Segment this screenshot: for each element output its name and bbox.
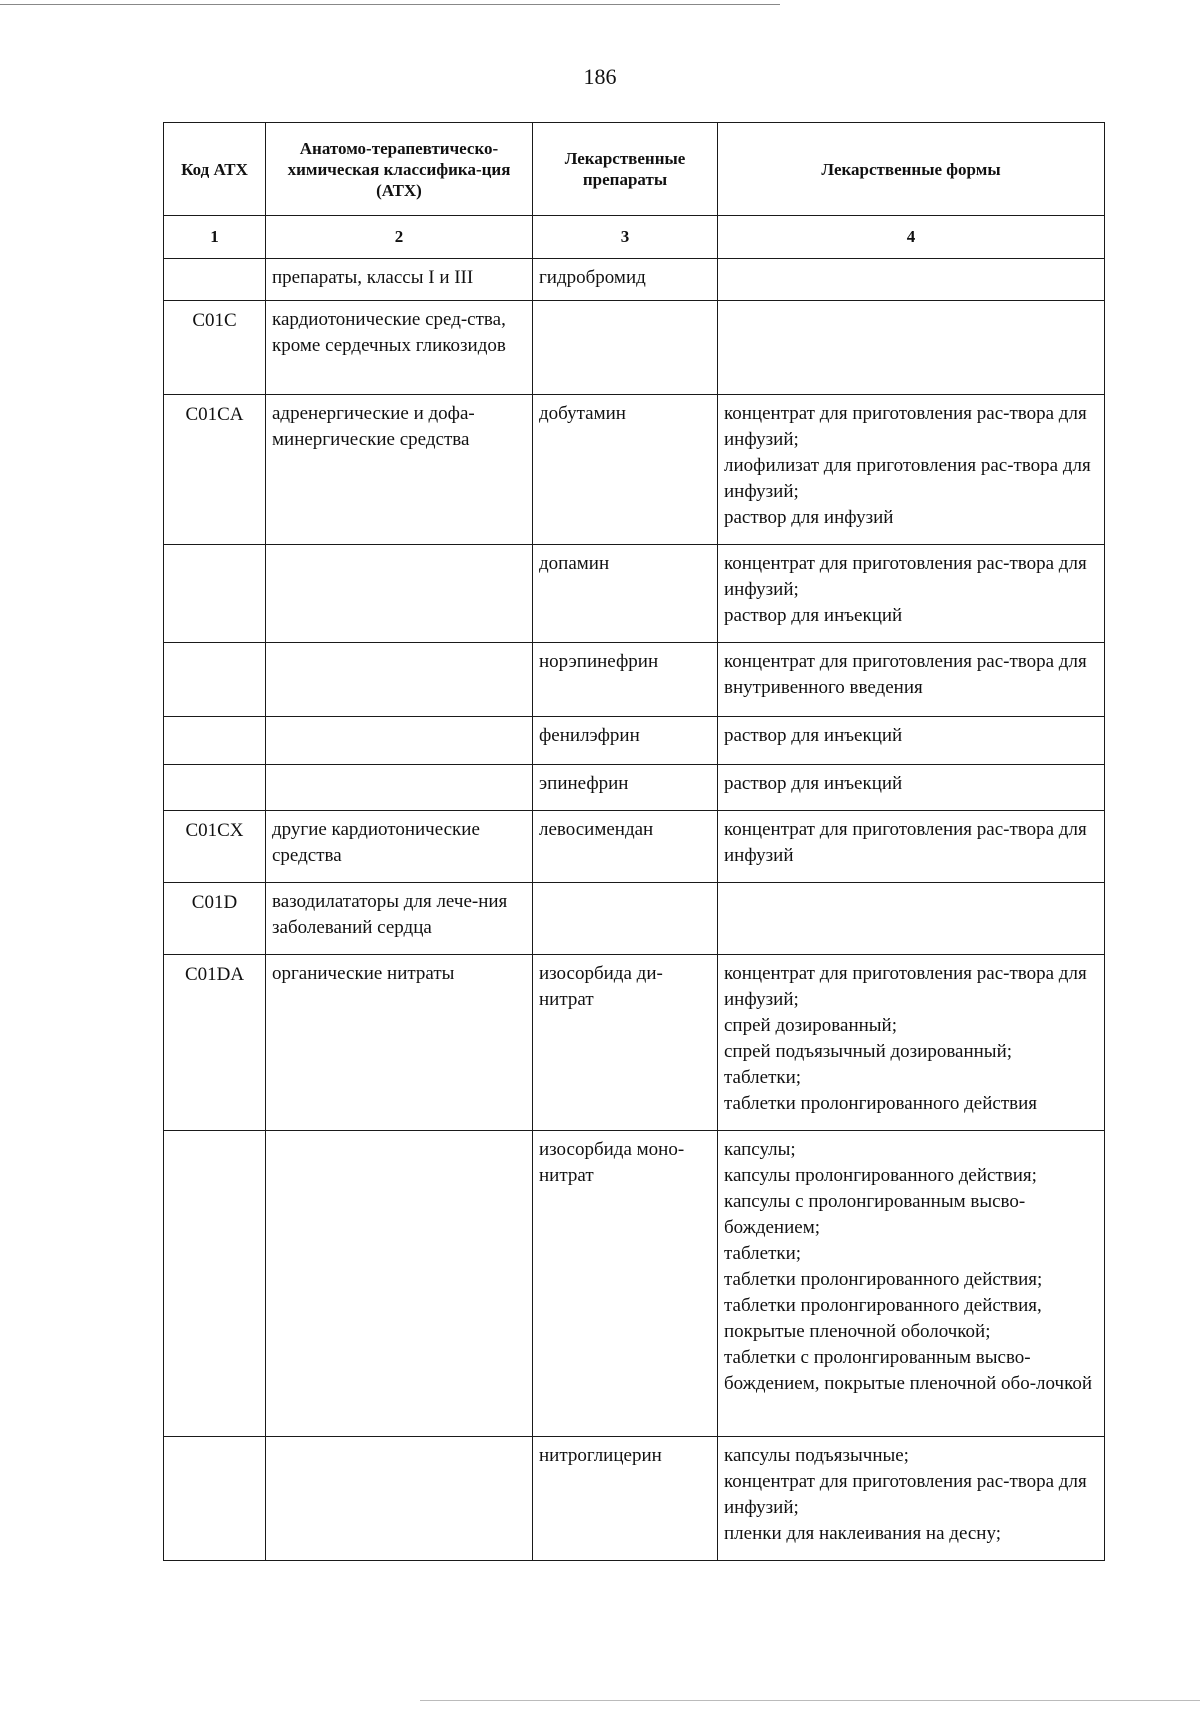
dosage-forms-cell-text [718, 301, 1104, 313]
header-row [164, 123, 1105, 216]
table-row [164, 1131, 1105, 1437]
atx-class-cell [266, 811, 533, 883]
atx-class-cell-text [266, 1437, 532, 1449]
dosage-forms-cell-text: концентрат для приготовления рас-твора для инфузий; раствор для инъекций [724, 553, 1087, 626]
dosage-forms-cell-text: концентрат для приготовления рас-твора для внутривенного введения [724, 651, 1087, 698]
table-row [164, 955, 1105, 1131]
table-row [164, 395, 1105, 545]
scan-top-rule [0, 4, 780, 5]
drug-name-cell [533, 301, 718, 395]
atx-code-cell [164, 811, 266, 883]
drug-name-cell [533, 883, 718, 955]
atx-class-cell-text: другие кардиотонические средства [272, 819, 480, 866]
atx-code-cell [164, 301, 266, 395]
drug-name-cell-text: допамин [539, 553, 610, 574]
dosage-forms-cell [718, 955, 1105, 1131]
dosage-forms-cell [718, 395, 1105, 545]
header-atx-code: Код АТХ [164, 123, 266, 216]
atx-code-cell [164, 259, 266, 301]
table-row [164, 717, 1105, 765]
drug-name-cell [533, 395, 718, 545]
dosage-forms-cell-text: раствор для инъекций [724, 725, 903, 746]
drug-name-cell-text: эпинефрин [539, 773, 629, 794]
drug-name-cell [533, 545, 718, 643]
table-row [164, 1437, 1105, 1561]
atx-class-cell-text: органические нитраты [272, 963, 455, 984]
drug-name-cell-text: норэпинефрин [539, 651, 659, 672]
atx-class-cell [266, 883, 533, 955]
atx-code-cell-text: C01CA [185, 404, 244, 425]
drug-name-cell [533, 1437, 718, 1561]
drug-name-cell [533, 1131, 718, 1437]
drug-name-cell-text [533, 883, 717, 895]
atx-class-cell [266, 545, 533, 643]
dosage-forms-cell [718, 765, 1105, 811]
dosage-forms-cell-text: концентрат для приготовления рас-твора для инфузий; спрей дозированный; спрей подъязычный дозированный; таблетки; таблетки пролонгированного действия [724, 963, 1087, 1114]
dosage-forms-cell [718, 545, 1105, 643]
atx-code-cell-text: C01C [192, 310, 237, 331]
atx-class-cell [266, 765, 533, 811]
dosage-forms-cell [718, 643, 1105, 717]
drug-name-cell [533, 955, 718, 1131]
column-number: 4 [718, 216, 1105, 259]
drug-name-cell-text: левосимендан [539, 819, 654, 840]
dosage-forms-cell-text [718, 259, 1104, 271]
drug-name-cell-text: добутамин [539, 403, 626, 424]
atx-code-cell-text [164, 765, 265, 778]
atx-class-cell-text [266, 765, 532, 777]
atx-class-cell-text: вазодилататоры для лече-ния заболеваний сердца [272, 891, 508, 938]
atx-code-cell-text: C01D [191, 892, 238, 913]
atx-code-cell-text: C01CX [185, 820, 244, 841]
column-number: 2 [266, 216, 533, 259]
table-row [164, 545, 1105, 643]
atx-code-cell [164, 545, 266, 643]
atx-code-cell-text [164, 1131, 265, 1144]
atx-class-cell-text [266, 643, 532, 655]
column-number-row [164, 216, 1105, 259]
atx-class-cell [266, 717, 533, 765]
dosage-forms-cell-text: капсулы подъязычные; концентрат для приготовления рас-твора для инфузий; пленки для наклеивания на десну; [724, 1445, 1087, 1544]
dosage-forms-cell [718, 883, 1105, 955]
atx-code-cell [164, 1131, 266, 1437]
drug-name-cell [533, 259, 718, 301]
table-row [164, 811, 1105, 883]
atx-code-cell [164, 643, 266, 717]
table-row [164, 765, 1105, 811]
atx-code-cell [164, 717, 266, 765]
dosage-forms-cell-text: раствор для инъекций [724, 773, 903, 794]
dosage-forms-cell-text [718, 883, 1104, 895]
atx-class-cell [266, 301, 533, 395]
header-atx-classification: Анатомо-терапевтическо-химическая классифика-ция (АТХ) [266, 123, 533, 216]
atx-code-cell-text [164, 1437, 265, 1450]
drug-name-cell-text [533, 301, 717, 313]
table-row [164, 301, 1105, 395]
dosage-forms-cell [718, 811, 1105, 883]
atx-class-cell-text [266, 717, 532, 729]
atx-class-cell [266, 1437, 533, 1561]
drug-name-cell [533, 643, 718, 717]
column-number: 1 [164, 216, 266, 259]
atx-code-cell-text [164, 259, 265, 272]
atx-code-cell [164, 765, 266, 811]
header-dosage-forms: Лекарственные формы [718, 123, 1105, 216]
drug-name-cell-text: изосорбида ди-нитрат [539, 963, 663, 1010]
dosage-forms-cell [718, 301, 1105, 395]
atx-drug-table [163, 122, 1105, 1561]
atx-code-cell-text [164, 643, 265, 656]
atx-class-cell-text [266, 1131, 532, 1143]
dosage-forms-cell-text: концентрат для приготовления рас-твора для инфузий [724, 819, 1087, 866]
atx-code-cell [164, 883, 266, 955]
drug-name-cell [533, 811, 718, 883]
atx-class-cell [266, 1131, 533, 1437]
table-row [164, 643, 1105, 717]
dosage-forms-cell-text: концентрат для приготовления рас-твора для инфузий; лиофилизат для приготовления рас-твора для инфузий; раствор для инфузий [724, 403, 1091, 528]
page-number: 186 [583, 64, 617, 89]
atx-class-cell [266, 955, 533, 1131]
drug-name-cell-text: фенилэфрин [539, 725, 640, 746]
header-drugs: Лекарственные препараты [533, 123, 718, 216]
scan-bottom-rule [420, 1700, 1200, 1701]
drug-name-cell [533, 717, 718, 765]
atx-code-cell [164, 395, 266, 545]
dosage-forms-cell [718, 1131, 1105, 1437]
atx-code-cell [164, 1437, 266, 1561]
atx-class-cell-text: кардиотонические сред-ства, кроме сердечных гликозидов [272, 309, 506, 356]
table-row [164, 259, 1105, 301]
atx-class-cell-text: препараты, классы I и III [272, 267, 474, 288]
drug-name-cell-text: гидробромид [539, 267, 646, 288]
atx-code-cell-text: C01DA [184, 964, 245, 985]
column-number: 3 [533, 216, 718, 259]
dosage-forms-cell [718, 717, 1105, 765]
dosage-forms-cell [718, 259, 1105, 301]
dosage-forms-cell [718, 1437, 1105, 1561]
drug-name-cell-text: изосорбида моно-нитрат [539, 1139, 685, 1186]
table-row [164, 883, 1105, 955]
atx-code-cell-text [164, 545, 265, 558]
atx-class-cell [266, 643, 533, 717]
dosage-forms-cell-text: капсулы; капсулы пролонгированного действия; капсулы с пролонгированным высво-бождением; таблетки; таблетки пролонгированного действия; таблетки пролонгированного действия, покрытые пленочной оболочкой; таблетки с пролонгированным высво-бождением, покрытые пленочной обо-лочкой [724, 1139, 1093, 1394]
atx-class-cell [266, 259, 533, 301]
atx-class-cell [266, 395, 533, 545]
atx-class-cell-text [266, 545, 532, 557]
atx-class-cell-text: адренергические и дофа-минергические средства [272, 403, 475, 450]
drug-name-cell-text: нитроглицерин [539, 1445, 662, 1466]
drug-name-cell [533, 765, 718, 811]
atx-code-cell [164, 955, 266, 1131]
atx-code-cell-text [164, 717, 265, 730]
